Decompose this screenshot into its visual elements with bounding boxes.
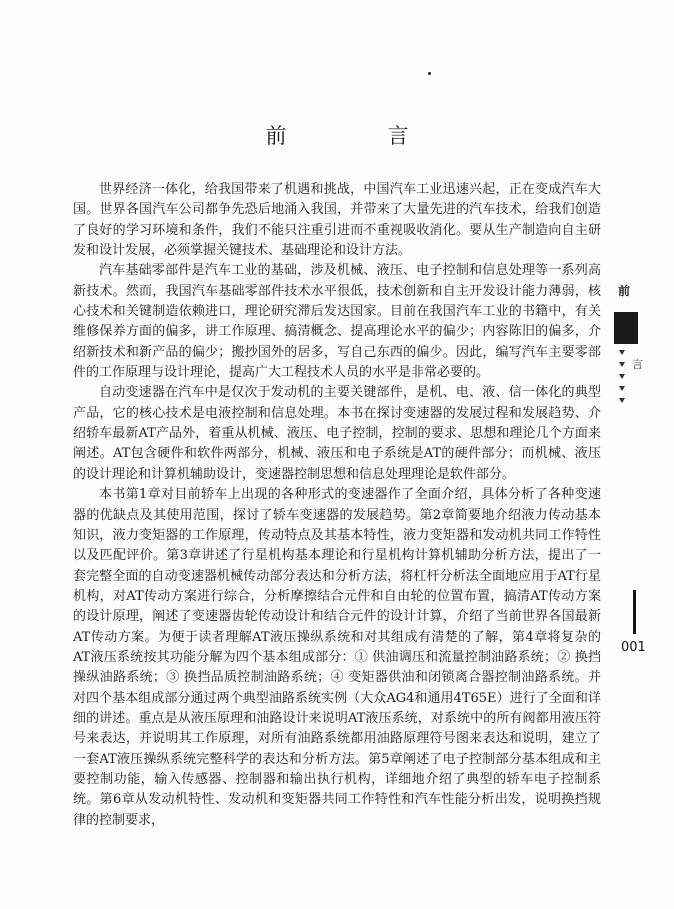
side-tab-char-bottom: 言 — [632, 358, 643, 371]
paragraph: 自动变速器在汽车中是仅次于发动机的主要关键部件，是机、电、液、信一体化的典型产品，它的核心技术是电液控制和信息处理。本书在探讨变速器的发展过程和发展趋势、介绍轿车最新AT产品外，着重从机械、液压、电子控制，控制的要求、思想和理论几个方面来阐述。AT包含硬件和软件两部分，机械、液压和电子系统是AT的硬件部分；而机械、液压的设计理论和计算机辅助设计，变速器控制思想和信息处理理论是软件部分。 — [73, 385, 601, 482]
body-text — [73, 180, 601, 831]
side-tab-char-top: 前 — [618, 284, 631, 298]
decorative-dot — [428, 72, 431, 75]
triangle-down-icon — [619, 374, 625, 379]
paragraph: 世界经济一体化，给我国带来了机遇和挑战，中国汽车工业迅速兴起，正在变成汽车大国。世界各国汽车公司都争先恐后地涌入我国，并带来了大量先进的汽车技术，给我们创造了良好的学习环境和条件，我们不能只注重引进而不重视吸收消化。要从生产制造向自主研发和设计发展，必须掌握关键技术、基础理论和设计方法。 — [73, 182, 601, 259]
paragraph: 本书第1章对目前轿车上出现的各种形式的变速器作了全面介绍，具体分析了各种变速器的优缺点及其使用范围，探讨了轿车变速器的发展趋势。第2章简要地介绍液力传动基本知识，液力变矩器的工作原理，传动特点及其基本特性，液力变矩器和发动机共同工作特性以及匹配评价。第3章讲述了行星机构基本理论和行星机构计算机辅助分析方法，提出了一套完整全面的自动变速器机械传动部分表达和分析方法，将杠杆分析法全面地应用于AT行星机构，对AT传动方案进行综合，分析摩擦结合元件和自由轮的位置布置，搞清AT传动方案的设计原理，阐述了变速器齿轮传动设计和结合元件的设计计算，介绍了当前世界各国最新AT传动方案。为便于读者理解AT液压操纵系统和对其组成有清楚的了解，第4章将复杂的AT液压系统按其功能分解为四个基本组成部分：① 供油调压和流量控制油路系统；② 换挡操纵油路系统；③ 换挡品质控制油路系统；④ 变矩器供油和闭锁离合器控制油路系统。并对四个基本组成部分通过两个典型油路系统实例（大众AG4和通用4T65E）进行了全面和详细的讲述。重点是从液压原理和油路设计来说明AT液压系统，对系统中的所有阀都用液压符号来表达，并说明其工作原理，对所有油路系统都用油路原理符号图来表达和说明，建立了一套AT液压操纵系统完整科学的表达和分析方法。第5章阐述了电子控制部分基本组成和主要控制功能，输入传感器、控制器和输出执行机构，详细地介绍了典型的轿车电子控制系统。第6章从发动机特性、发动机和变矩器共同工作特性和汽车性能分析出发，说明换挡规律的控制要求， — [73, 487, 601, 828]
side-tab-block — [614, 312, 638, 344]
side-tab-arrows — [619, 350, 629, 410]
triangle-down-icon — [619, 362, 625, 367]
triangle-down-icon — [619, 386, 625, 391]
page-number: 001 — [621, 640, 646, 655]
page-number-rule — [633, 590, 636, 634]
triangle-down-icon — [619, 350, 625, 355]
paragraph: 汽车基础零部件是汽车工业的基础，涉及机械、液压、电子控制和信息处理等一系列高新技术。然而，我国汽车基础零部件技术水平很低，技术创新和自主开发设计能力薄弱，核心技术和关键制造依赖进口，理论研究滞后发达国家。目前在我国汽车工业的书籍中，有关维修保养方面的偏多，讲工作原理、搞清概念、提高理论水平的偏少；内容陈旧的偏多，介绍新技术和新产品的偏少；搬抄国外的居多，写自己东西的偏少。因此，编写汽车主要零部件的工作原理与设计理论，提高广大工程技术人员的水平是非常必要的。 — [73, 263, 601, 381]
triangle-down-icon — [619, 398, 625, 403]
page-title: 前 言 — [265, 124, 449, 148]
